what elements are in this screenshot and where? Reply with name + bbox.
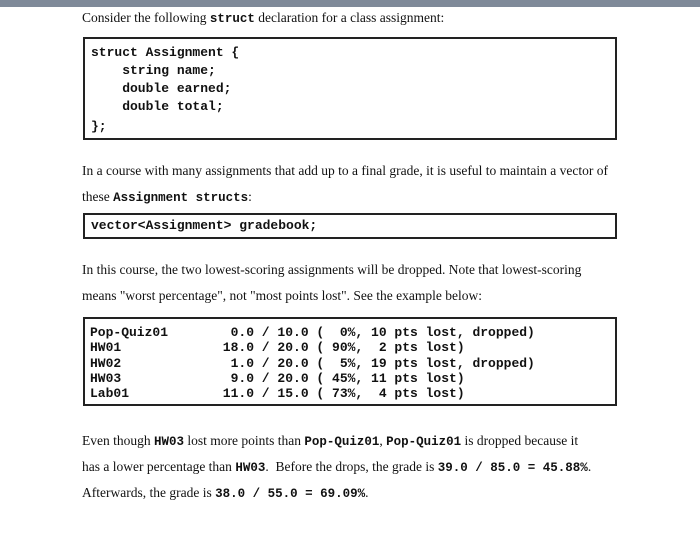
text: . [365, 485, 369, 500]
text: is dropped because it [461, 433, 579, 448]
code-line: }; [91, 119, 107, 134]
text: . [587, 459, 592, 474]
row-stats: 9.0 / 20.0 ( 45%, 11 pts lost) [215, 371, 465, 386]
text: Afterwards, the grade is [82, 485, 216, 500]
code: 39.0 / 85.0 = 45.88% [437, 461, 588, 475]
row-name: HW02 [90, 356, 122, 371]
vector-code: vector<Assignment> gradebook; [91, 218, 318, 233]
para3-line1 [82, 433, 578, 449]
para1-code: Assignment structs [113, 191, 249, 205]
para1-line1: In a course with many assignments that add up to a final grade, it is useful to maintain a vector of [82, 163, 608, 178]
code: HW03 [154, 435, 185, 449]
intro-text [82, 10, 444, 26]
para2-line2: means "worst percentage", not "most points lost". See the example below: [82, 288, 482, 303]
row-stats: 18.0 / 20.0 ( 90%, 2 pts lost) [215, 340, 465, 355]
code-line: struct Assignment { [91, 45, 240, 60]
para1-suffix: : [248, 189, 252, 204]
text: lost more points than [184, 433, 305, 448]
para3-line3 [82, 485, 368, 501]
top-bar [0, 0, 700, 7]
row-stats: 11.0 / 15.0 ( 73%, 4 pts lost) [215, 386, 465, 401]
text: , [379, 433, 387, 448]
row-name: Lab01 [90, 386, 130, 401]
row-stats: 1.0 / 20.0 ( 5%, 19 pts lost, dropped) [215, 356, 535, 371]
gradebook-box [83, 317, 617, 406]
intro-prefix: Consider the following [82, 10, 210, 25]
code: Pop-Quiz01 [304, 435, 380, 449]
vector-code-box [83, 213, 617, 239]
para2-line1: In this course, the two lowest-scoring assignments will be dropped. Note that lowest-scoring [82, 262, 582, 277]
row-name: HW01 [90, 340, 122, 355]
intro-suffix: declaration for a class assignment: [254, 10, 445, 25]
intro-code: struct [209, 12, 255, 26]
code-line: double earned; [91, 81, 232, 96]
text: has a lower percentage than [82, 459, 236, 474]
code: Pop-Quiz01 [386, 435, 462, 449]
para1-line2 [82, 189, 252, 205]
para1-prefix: these [82, 189, 114, 204]
para3-line2 [82, 459, 591, 475]
text: Even though [82, 433, 154, 448]
row-stats: 0.0 / 10.0 ( 0%, 10 pts lost, dropped) [215, 325, 535, 340]
row-name: HW03 [90, 371, 122, 386]
struct-code-box [83, 37, 617, 140]
code: HW03 [235, 461, 266, 475]
code-line: string name; [91, 63, 216, 78]
text: . Before the drops, the grade is [265, 459, 438, 474]
row-name: Pop-Quiz01 [90, 325, 169, 340]
code-line: double total; [91, 99, 224, 114]
code: 38.0 / 55.0 = 69.09% [215, 487, 366, 501]
